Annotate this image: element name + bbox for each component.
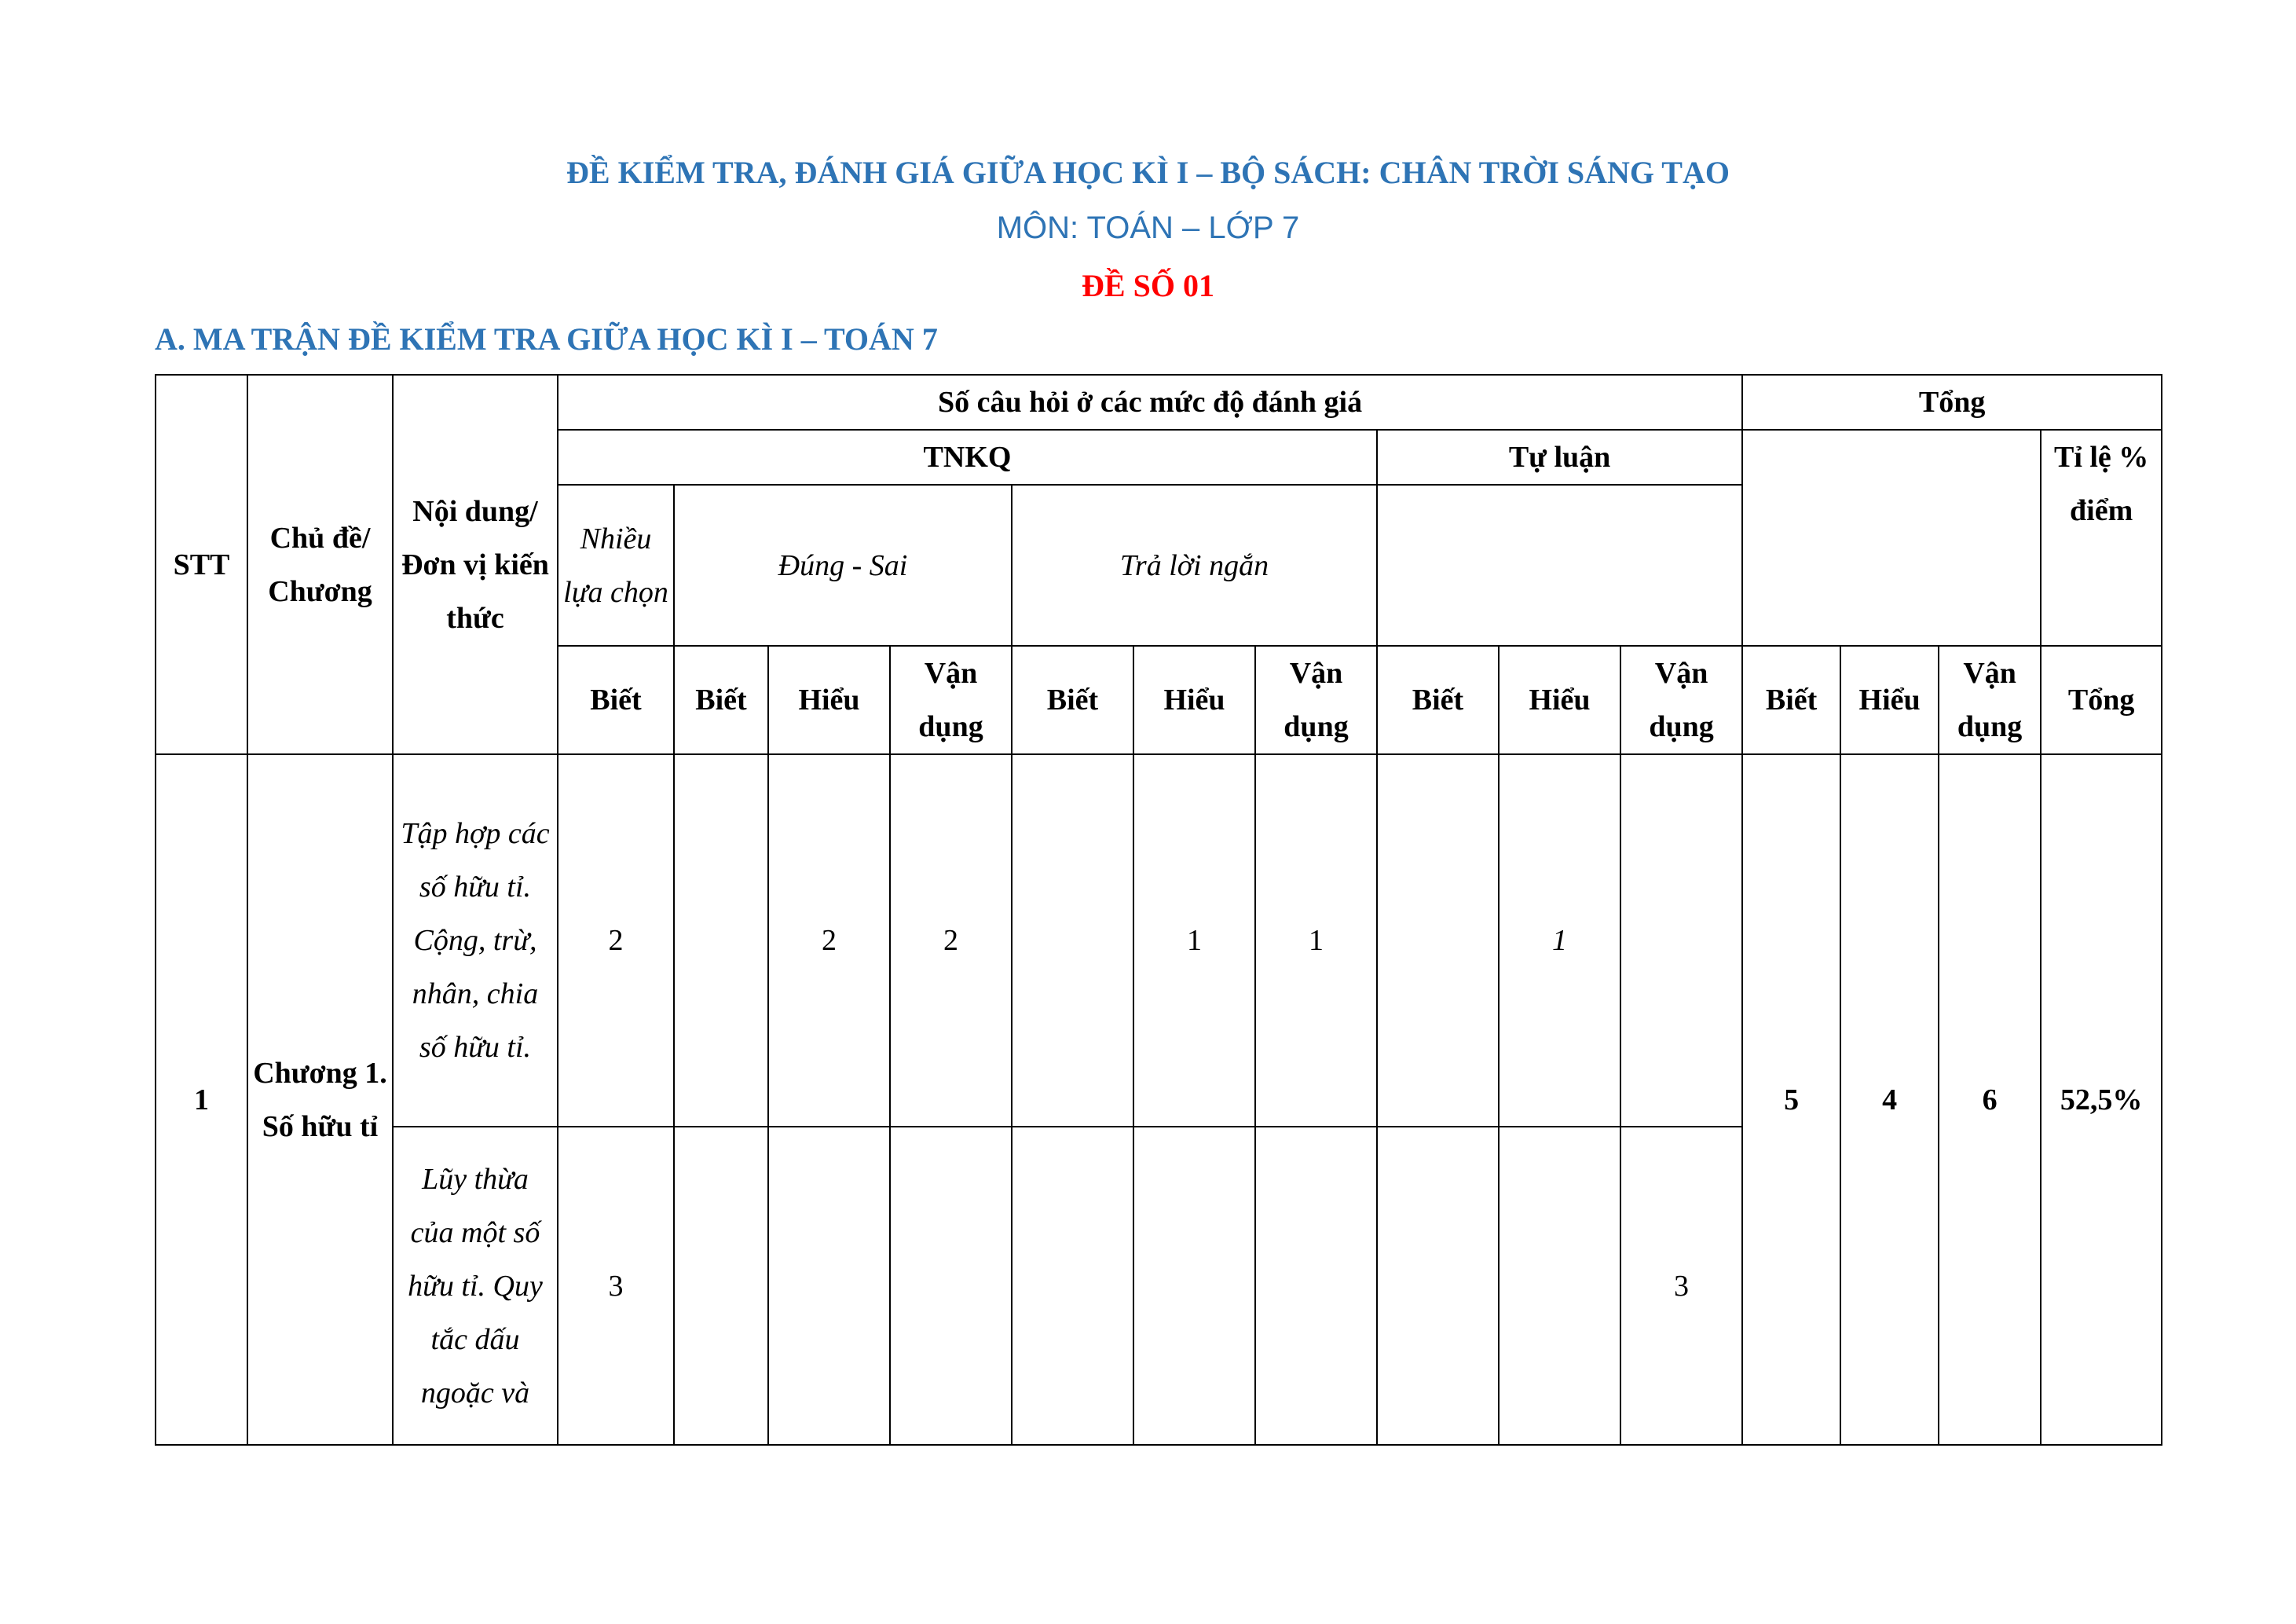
header-van-dung: Vận dụng bbox=[1939, 646, 2041, 754]
header-biet: Biết bbox=[674, 646, 768, 754]
header-dung-sai: Đúng - Sai bbox=[674, 485, 1012, 646]
total-van-dung: 6 bbox=[1939, 754, 2041, 1445]
header-van-dung: Vận dụng bbox=[1620, 646, 1742, 754]
cell-value bbox=[1133, 1127, 1255, 1445]
header-tnkq: TNKQ bbox=[558, 430, 1377, 485]
header-tra-loi-ngan: Trả lời ngắn bbox=[1012, 485, 1377, 646]
header-van-dung: Vận dụng bbox=[890, 646, 1012, 754]
header-tu-luan: Tự luận bbox=[1377, 430, 1742, 485]
cell-value bbox=[1012, 754, 1133, 1127]
cell-value bbox=[768, 1127, 890, 1445]
header-tu-luan-blank bbox=[1377, 485, 1742, 646]
section-title: A. MA TRẬN ĐỀ KIỂM TRA GIỮA HỌC KÌ I – TOÁN 7 bbox=[155, 321, 938, 357]
row-chu-de: Chương 1. Số hữu tỉ bbox=[247, 754, 393, 1445]
cell-value: 3 bbox=[558, 1127, 674, 1445]
header-hieu: Hiểu bbox=[1499, 646, 1620, 754]
header-hieu: Hiểu bbox=[1840, 646, 1939, 754]
cell-value bbox=[674, 1127, 768, 1445]
header-hieu: Hiểu bbox=[1133, 646, 1255, 754]
total-hieu: 4 bbox=[1840, 754, 1939, 1445]
cell-value bbox=[674, 754, 768, 1127]
total-ti-le: 52,5% bbox=[2041, 754, 2162, 1445]
cell-value: 1 bbox=[1255, 754, 1377, 1127]
cell-value bbox=[1377, 754, 1499, 1127]
header-stt: STT bbox=[156, 375, 247, 754]
header-hieu: Hiểu bbox=[768, 646, 890, 754]
subject-title: MÔN: TOÁN – LỚP 7 bbox=[996, 211, 1300, 245]
cell-value: 2 bbox=[890, 754, 1012, 1127]
cell-value bbox=[1377, 1127, 1499, 1445]
cell-value: 3 bbox=[1620, 1127, 1742, 1445]
header-ti-le: Tỉ lệ % điểm bbox=[2041, 430, 2162, 646]
row-stt: 1 bbox=[156, 754, 247, 1445]
header-biet: Biết bbox=[1742, 646, 1840, 754]
header-biet: Biết bbox=[558, 646, 674, 754]
assessment-matrix-table bbox=[155, 374, 2162, 1446]
header-so-cau-hoi: Số câu hỏi ở các mức độ đánh giá bbox=[558, 375, 1742, 430]
header-nhieu-lua-chon: Nhiều lựa chọn bbox=[558, 485, 674, 646]
header-biet: Biết bbox=[1012, 646, 1133, 754]
cell-value bbox=[1620, 754, 1742, 1127]
header-van-dung: Vận dụng bbox=[1255, 646, 1377, 754]
header-chu-de: Chủ đề/ Chương bbox=[247, 375, 393, 754]
total-biet: 5 bbox=[1742, 754, 1840, 1445]
header-tong-blank bbox=[1742, 430, 2041, 646]
cell-value: 1 bbox=[1499, 754, 1620, 1127]
cell-value bbox=[890, 1127, 1012, 1445]
header-tong: Tổng bbox=[1742, 375, 2162, 430]
cell-value: 2 bbox=[558, 754, 674, 1127]
exam-title: ĐỀ KIỂM TRA, ĐÁNH GIÁ GIỮA HỌC KÌ I – BỘ SÁCH: CHÂN TRỜI SÁNG TẠO bbox=[566, 155, 1730, 190]
exam-number: ĐỀ SỐ 01 bbox=[1082, 268, 1214, 303]
cell-value: 2 bbox=[768, 754, 890, 1127]
cell-value: 1 bbox=[1133, 754, 1255, 1127]
row-noi-dung-1: Tập hợp các số hữu tỉ. Cộng, trừ, nhân, chia số hữu tỉ. bbox=[393, 754, 558, 1127]
row-noi-dung-2: Lũy thừa của một số hữu tỉ. Quy tắc dấu ngoặc và bbox=[393, 1127, 558, 1445]
cell-value bbox=[1499, 1127, 1620, 1445]
header-biet: Biết bbox=[1377, 646, 1499, 754]
cell-value bbox=[1255, 1127, 1377, 1445]
header-noi-dung: Nội dung/ Đơn vị kiến thức bbox=[393, 375, 558, 754]
header-tong-col: Tổng bbox=[2041, 646, 2162, 754]
cell-value bbox=[1012, 1127, 1133, 1445]
